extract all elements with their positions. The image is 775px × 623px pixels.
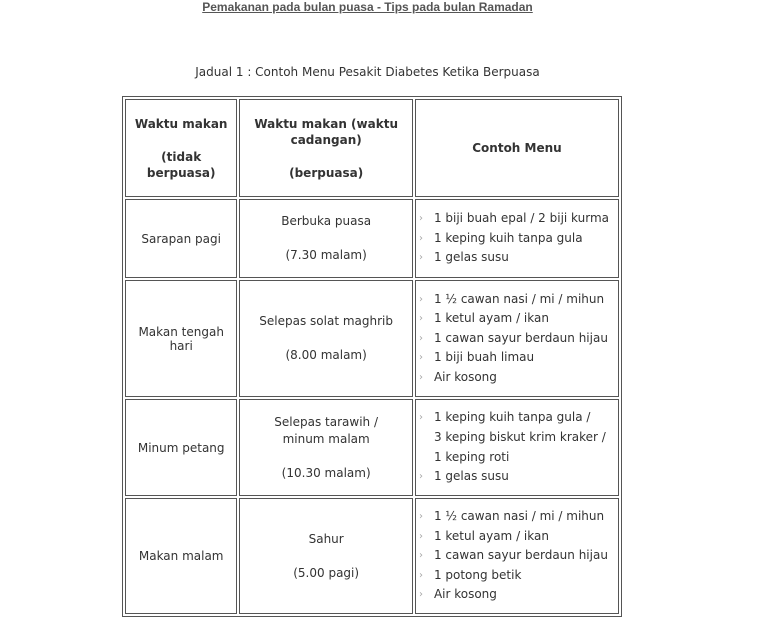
list-item: › 1 cawan sayur berdaun hijau <box>419 329 618 349</box>
meal-label: Makan tengah hari <box>138 324 224 353</box>
menu-item-list <box>416 402 618 492</box>
header-col1-line2: (tidak berpuasa) <box>146 149 216 180</box>
menu-item-list <box>416 203 618 274</box>
header-cell-waktu-cadangan <box>239 99 413 197</box>
fasting-meal-label: Berbuka puasa <box>281 214 372 228</box>
meal-label: Sarapan pagi <box>141 231 221 246</box>
chevron-right-icon: › <box>418 332 423 344</box>
table-row <box>125 498 619 614</box>
chevron-right-icon: › <box>418 511 423 523</box>
meal-cell <box>125 399 237 496</box>
chevron-right-icon: › <box>418 232 423 244</box>
meal-cell <box>125 280 237 397</box>
chevron-right-icon: › <box>418 352 423 364</box>
list-item: › 1 ½ cawan nasi / mi / mihun <box>419 507 618 527</box>
table-row <box>125 399 619 496</box>
chevron-right-icon: › <box>418 371 423 383</box>
header-col2-line2: cadangan) <box>290 132 362 147</box>
page-title-link[interactable]: Pemakanan pada bulan puasa - Tips pada bulan Ramadan <box>202 0 533 14</box>
chevron-right-icon: › <box>418 569 423 581</box>
list-item: › 1 cawan sayur berdaun hijau <box>419 546 618 566</box>
meal-cell <box>125 498 237 614</box>
menu-item-list <box>416 501 618 611</box>
list-item: › 1 potong betik <box>419 566 618 586</box>
list-item: › 1 ketul ayam / ikan <box>419 527 618 547</box>
list-item: › Air kosong <box>419 585 618 605</box>
list-item: › Air kosong <box>419 368 618 388</box>
list-item: › 1 gelas susu <box>419 248 618 268</box>
chevron-right-icon: › <box>418 550 423 562</box>
header-cell-waktu-makan <box>125 99 237 197</box>
meal-label: Minum petang <box>137 440 225 455</box>
meal-cell <box>125 199 237 278</box>
menu-item-list <box>416 284 618 394</box>
menu-items-cell <box>415 199 619 278</box>
header-col2-line3: (berpuasa) <box>289 165 364 180</box>
menu-items-cell <box>415 399 619 496</box>
fasting-meal-label-line2: minum malam <box>282 431 370 446</box>
menu-items-cell <box>415 498 619 614</box>
fasting-meal-time: (7.30 malam) <box>285 248 367 262</box>
list-item: › 1 keping kuih tanpa gula / 3 keping biskut krim kraker / 1 keping roti <box>418 410 606 464</box>
list-item: › 1 ½ cawan nasi / mi / mihun <box>419 290 618 310</box>
chevron-right-icon: › <box>418 313 423 325</box>
fasting-meal-label: Selepas solat maghrib <box>259 314 394 328</box>
chevron-right-icon: › <box>418 293 423 305</box>
list-item: › 1 gelas susu <box>419 467 618 487</box>
list-item: › 1 keping kuih tanpa gula <box>419 229 618 249</box>
header-col1-line1: Waktu makan <box>134 116 228 131</box>
fasting-meal-cell <box>239 199 413 278</box>
fasting-meal-time: (5.00 pagi) <box>293 565 360 580</box>
chevron-right-icon: › <box>418 213 423 225</box>
fasting-meal-cell <box>239 498 413 614</box>
fasting-meal-cell <box>239 280 413 397</box>
meal-label: Makan malam <box>138 549 224 563</box>
fasting-meal-cell <box>239 399 413 496</box>
table-row <box>125 280 619 397</box>
diabetes-menu-table <box>122 96 622 617</box>
chevron-right-icon: › <box>418 589 423 601</box>
table-header-row <box>125 99 619 197</box>
fasting-meal-label: Sahur <box>308 531 344 546</box>
fasting-meal-label-line1: Selepas tarawih / <box>274 414 379 429</box>
list-item: › 1 biji buah epal / 2 biji kurma <box>419 209 618 229</box>
header-col3: Contoh Menu <box>472 141 562 155</box>
list-item: › 1 ketul ayam / ikan <box>419 309 618 329</box>
chevron-right-icon: › <box>418 412 423 424</box>
fasting-meal-time: (8.00 malam) <box>285 348 367 362</box>
fasting-meal-time: (10.30 malam) <box>281 465 371 480</box>
chevron-right-icon: › <box>418 530 423 542</box>
chevron-right-icon: › <box>418 252 423 264</box>
menu-items-cell <box>415 280 619 397</box>
chevron-right-icon: › <box>418 471 423 483</box>
header-cell-contoh-menu <box>415 99 619 197</box>
header-col2-line1: Waktu makan (waktu <box>254 116 398 131</box>
table-caption: Jadual 1 : Contoh Menu Pesakit Diabetes Ketika Berpuasa <box>195 65 540 79</box>
list-item: › 1 biji buah limau <box>419 348 618 368</box>
table-row <box>125 199 619 278</box>
